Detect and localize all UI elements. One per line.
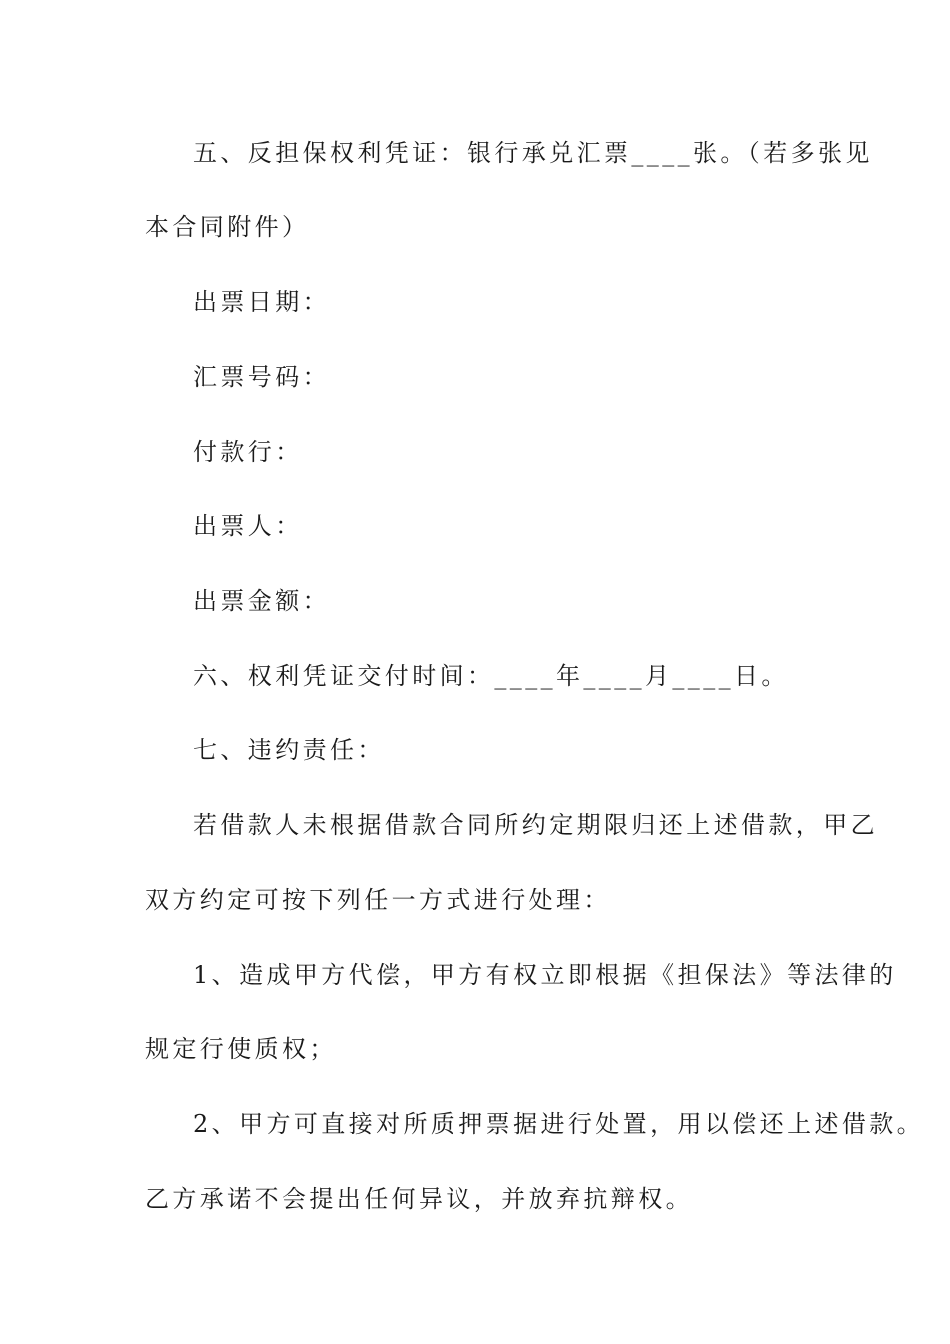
item-2-line-2: 乙方承诺不会提出任何异议，并放弃抗辩权。	[145, 1185, 693, 1213]
clause-7-paragraph-line-1: 若借款人未根据借款合同所约定期限归还上述借款，甲乙	[193, 811, 878, 839]
issue-date-label: 出票日期：	[193, 288, 330, 316]
item-1-line-1: 1、造成甲方代偿，甲方有权立即根据《担保法》等法律的	[193, 961, 897, 989]
clause-6-delivery-time: 六、权利凭证交付时间：____年____月____日。	[193, 662, 789, 690]
paying-bank-label: 付款行：	[193, 438, 303, 466]
item-2-line-1: 2、甲方可直接对所质押票据进行处置，用以偿还上述借款。	[193, 1110, 925, 1138]
drawer-label: 出票人：	[193, 512, 303, 540]
clause-7-paragraph-line-2: 双方约定可按下列任一方式进行处理：	[145, 886, 611, 914]
clause-7-heading: 七、违约责任：	[193, 736, 385, 764]
issue-amount-label: 出票金额：	[193, 587, 330, 615]
clause-5-line-1: 五、反担保权利凭证：银行承兑汇票____张。（若多张见	[193, 139, 873, 167]
item-1-line-2: 规定行使质权；	[145, 1035, 337, 1063]
clause-5-line-2: 本合同附件）	[145, 213, 310, 241]
draft-number-label: 汇票号码：	[193, 363, 330, 391]
